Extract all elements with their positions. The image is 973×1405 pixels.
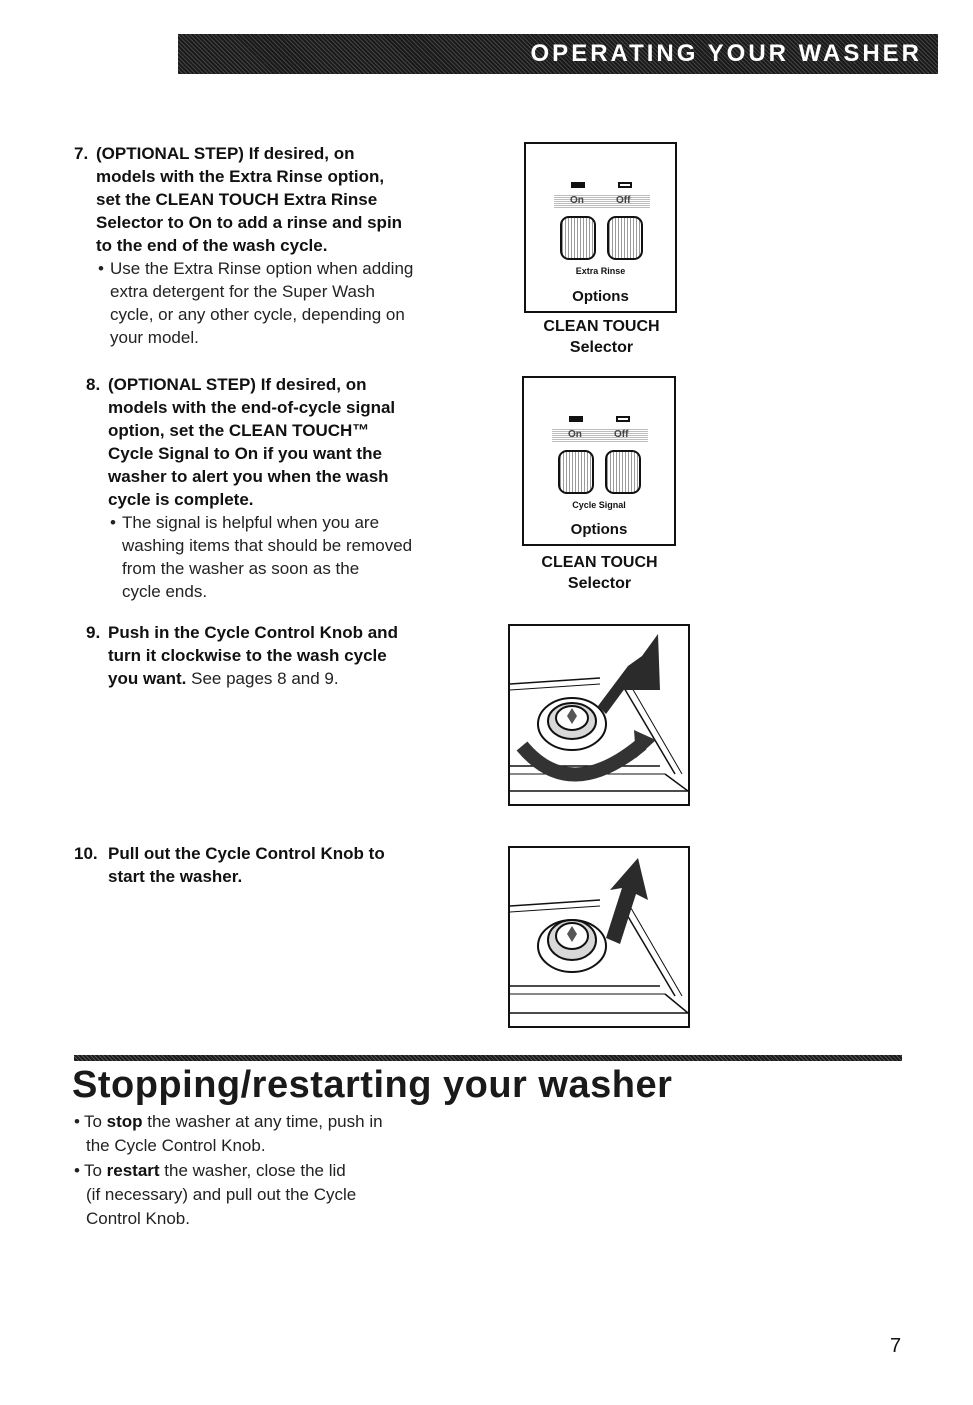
step-title-line: (OPTIONAL STEP) If desired, on (108, 375, 367, 394)
stop-text: the Cycle Control Knob. (86, 1136, 266, 1155)
bullet-text: extra detergent for the Super Wash (110, 282, 375, 301)
restart-text: Control Knob. (86, 1209, 190, 1228)
bullet-text: cycle ends. (122, 582, 208, 601)
off-label: Off (614, 429, 629, 440)
stop-pre: To (83, 1112, 107, 1131)
restart-pre: To (83, 1161, 107, 1180)
step-number: 8. (86, 375, 101, 394)
off-label: Off (616, 195, 631, 206)
bullet-text: washing items that should be removed (122, 536, 413, 555)
on-off-label-row (552, 428, 648, 442)
step-title-line: you want. (108, 669, 187, 688)
bullet-text: cycle, or any other cycle, depending on (110, 305, 405, 324)
bullet-text: your model. (110, 328, 199, 347)
step-9 (86, 621, 506, 690)
off-indicator-icon (616, 416, 630, 422)
step-7 (74, 142, 494, 349)
caption-line: CLEAN TOUCH (543, 318, 660, 335)
page-title: OPERATING YOUR WASHER (530, 40, 922, 67)
header-bar (178, 34, 938, 74)
on-off-label-row (554, 194, 650, 208)
step-title-line: start the washer. (108, 867, 243, 886)
caption-line: Selector (569, 339, 634, 356)
step-title-line: to the end of the wash cycle. (96, 236, 328, 255)
bullet: • (74, 1112, 80, 1131)
bullet: • (110, 513, 116, 532)
page-number: 7 (890, 1335, 902, 1357)
on-indicator-icon (569, 416, 583, 422)
panel-caption (518, 552, 681, 594)
cycle-signal-on-button[interactable] (558, 450, 594, 494)
step-number: 7. (74, 144, 89, 163)
step-title-line: Push in the Cycle Control Knob and (108, 623, 398, 642)
options-label: Options (570, 521, 628, 538)
step-title-line: option, set the CLEAN TOUCH™ (108, 421, 370, 440)
step-title-line: models with the end-of-cycle signal (108, 398, 396, 417)
step-body-text: See pages 8 and 9. (186, 669, 339, 688)
restart-instruction (74, 1159, 357, 1231)
bullet: • (98, 259, 104, 278)
step-title-line: models with the Extra Rinse option, (96, 167, 385, 186)
bullet: • (74, 1161, 80, 1180)
caption-line: Selector (567, 575, 632, 592)
stop-instruction (74, 1110, 383, 1158)
push-turn-knob-illustration (508, 624, 690, 806)
bullet-text: Use the Extra Rinse option when adding (110, 259, 414, 278)
knob-pull-svg (510, 848, 688, 1026)
off-indicator-icon (618, 182, 632, 188)
step-title-line: Pull out the Cycle Control Knob to (108, 844, 385, 863)
step-number: 9. (86, 623, 101, 642)
pull-knob-illustration (508, 846, 690, 1028)
step-title-line: washer to alert you when the wash (108, 467, 389, 486)
cycle-signal-panel (522, 376, 676, 546)
step-title-line: turn it clockwise to the wash cycle (108, 646, 387, 665)
extra-rinse-off-button[interactable] (607, 216, 643, 260)
bullet-text: from the washer as soon as the (122, 559, 360, 578)
step-title-line: set the CLEAN TOUCH Extra Rinse (96, 190, 378, 209)
caption-line: CLEAN TOUCH (541, 554, 658, 571)
on-label: On (570, 195, 584, 206)
panel-caption (520, 316, 683, 358)
step-title-line: (OPTIONAL STEP) If desired, on (96, 144, 355, 163)
bullet-text: The signal is helpful when you are (122, 513, 380, 532)
restart-text: (if necessary) and pull out the Cycle (86, 1185, 357, 1204)
section-divider (74, 1055, 902, 1061)
step-10 (74, 842, 494, 888)
knob-turn-svg (510, 626, 688, 804)
step-8 (86, 373, 506, 603)
stop-keyword: stop (106, 1112, 143, 1131)
restart-keyword: restart (106, 1161, 160, 1180)
extra-rinse-label: Extra Rinse (575, 266, 626, 276)
cycle-signal-off-button[interactable] (605, 450, 641, 494)
cycle-signal-label: Cycle Signal (572, 500, 626, 510)
section-title: Stopping/restarting your washer (72, 1064, 673, 1106)
extra-rinse-on-button[interactable] (560, 216, 596, 260)
on-label: On (568, 429, 582, 440)
step-number: 10. (74, 844, 98, 863)
extra-rinse-panel (524, 142, 677, 313)
stop-text: the washer at any time, push in (142, 1112, 383, 1131)
step-title-line: Cycle Signal to On if you want the (108, 444, 382, 463)
options-label: Options (572, 288, 629, 305)
step-title-line: Selector to On to add a rinse and spin (96, 213, 403, 232)
restart-text: the washer, close the lid (159, 1161, 346, 1180)
on-indicator-icon (571, 182, 585, 188)
step-title-line: cycle is complete. (108, 490, 254, 509)
